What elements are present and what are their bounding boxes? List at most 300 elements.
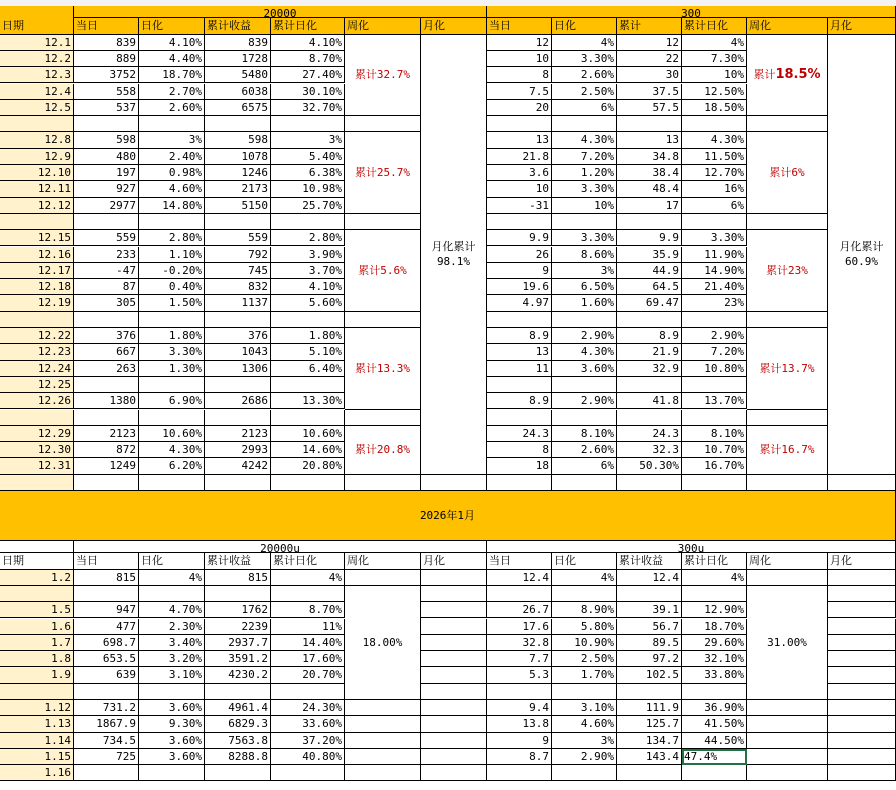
data-cell[interactable]: 6575 xyxy=(205,100,271,116)
date-cell[interactable]: 12.29 xyxy=(0,426,74,442)
cell[interactable] xyxy=(421,684,487,700)
data-cell[interactable] xyxy=(617,214,682,230)
weekly-cum-a[interactable]: 18.00% xyxy=(345,586,421,700)
data-cell[interactable] xyxy=(205,475,271,491)
data-cell[interactable] xyxy=(552,684,617,700)
data-cell[interactable] xyxy=(617,377,682,393)
weekly-header-b[interactable]: 周化 xyxy=(747,18,828,34)
data-cell[interactable]: -31 xyxy=(487,198,552,214)
cell[interactable] xyxy=(421,749,487,765)
date-cell[interactable]: 12.23 xyxy=(0,344,74,360)
date-cell[interactable]: 12.17 xyxy=(0,263,74,279)
data-cell[interactable]: 559 xyxy=(205,230,271,246)
data-cell[interactable]: 30 xyxy=(617,67,682,83)
data-cell[interactable]: 6% xyxy=(682,198,747,214)
data-cell[interactable]: 18 xyxy=(487,458,552,474)
data-cell[interactable]: 40.80% xyxy=(271,749,345,765)
data-cell[interactable]: 5.10% xyxy=(271,344,345,360)
data-cell[interactable] xyxy=(74,765,139,781)
data-cell[interactable] xyxy=(617,684,682,700)
data-cell[interactable]: 33.60% xyxy=(271,716,345,732)
date-cell[interactable] xyxy=(0,410,74,426)
data-cell[interactable]: 34.8 xyxy=(617,149,682,165)
date-cell[interactable]: 1.5 xyxy=(0,602,74,618)
date-cell[interactable]: 12.16 xyxy=(0,247,74,263)
cell[interactable] xyxy=(345,475,421,491)
data-cell[interactable]: 6.20% xyxy=(139,458,205,474)
date-cell[interactable]: 1.14 xyxy=(0,733,74,749)
cum-daily-header-a[interactable]: 累计日化 xyxy=(271,553,345,569)
data-cell[interactable]: 376 xyxy=(74,328,139,344)
data-cell[interactable]: 3% xyxy=(139,132,205,148)
data-cell[interactable]: 1762 xyxy=(205,602,271,618)
date-cell[interactable]: 1.6 xyxy=(0,619,74,635)
data-cell[interactable]: 1.10% xyxy=(139,247,205,263)
data-cell[interactable] xyxy=(205,765,271,781)
data-cell[interactable] xyxy=(139,410,205,426)
cell[interactable] xyxy=(747,765,828,781)
data-cell[interactable]: 3.60% xyxy=(139,749,205,765)
data-cell[interactable]: 9.9 xyxy=(617,230,682,246)
cum-daily-header-b[interactable]: 累计日化 xyxy=(682,18,747,34)
data-cell[interactable]: 4% xyxy=(682,570,747,586)
cell[interactable] xyxy=(747,410,828,426)
data-cell[interactable]: 2937.7 xyxy=(205,635,271,651)
data-cell[interactable] xyxy=(487,377,552,393)
data-cell[interactable] xyxy=(617,116,682,132)
weekly-cum-b[interactable]: 31.00% xyxy=(747,586,828,700)
data-cell[interactable] xyxy=(74,410,139,426)
data-cell[interactable]: 3.40% xyxy=(139,635,205,651)
data-cell[interactable]: 87 xyxy=(74,279,139,295)
data-cell[interactable]: 8.10% xyxy=(552,426,617,442)
data-cell[interactable]: 1.30% xyxy=(139,361,205,377)
data-cell[interactable]: 5.3 xyxy=(487,667,552,683)
data-cell[interactable]: 3.90% xyxy=(271,247,345,263)
cell[interactable] xyxy=(828,765,896,781)
data-cell[interactable]: 8 xyxy=(487,67,552,83)
data-cell[interactable]: 537 xyxy=(74,100,139,116)
date-cell[interactable]: 12.25 xyxy=(0,377,74,393)
weekly-header-a[interactable]: 周化 xyxy=(345,18,421,34)
data-cell[interactable]: 4.10% xyxy=(271,279,345,295)
daily-header-a[interactable]: 日化 xyxy=(139,18,205,34)
capital-b-header[interactable]: 300u xyxy=(487,541,896,553)
date-cell[interactable]: 1.9 xyxy=(0,667,74,683)
data-cell[interactable]: 653.5 xyxy=(74,651,139,667)
cell[interactable] xyxy=(345,765,421,781)
cell[interactable] xyxy=(828,749,896,765)
data-cell[interactable]: 4.40% xyxy=(139,51,205,67)
data-cell[interactable]: 32.8 xyxy=(487,635,552,651)
data-cell[interactable]: 24.3 xyxy=(617,426,682,442)
data-cell[interactable]: 0.98% xyxy=(139,165,205,181)
data-cell[interactable]: 815 xyxy=(74,570,139,586)
data-cell[interactable] xyxy=(682,312,747,328)
data-cell[interactable] xyxy=(617,475,682,491)
data-cell[interactable]: 667 xyxy=(74,344,139,360)
data-cell[interactable]: 37.20% xyxy=(271,733,345,749)
data-cell[interactable]: 37.5 xyxy=(617,84,682,100)
data-cell[interactable]: 3.30% xyxy=(139,344,205,360)
cell[interactable] xyxy=(421,733,487,749)
data-cell[interactable]: 12.4 xyxy=(487,570,552,586)
data-cell[interactable]: 10% xyxy=(552,198,617,214)
data-cell[interactable]: 13 xyxy=(487,344,552,360)
data-cell[interactable] xyxy=(205,586,271,602)
data-cell[interactable]: 1.60% xyxy=(552,295,617,311)
data-cell[interactable]: 6.90% xyxy=(139,393,205,409)
data-cell[interactable]: 6.50% xyxy=(552,279,617,295)
cum-profit-header-b[interactable]: 累计收益 xyxy=(617,553,682,569)
data-cell[interactable]: 3.60% xyxy=(552,361,617,377)
data-cell[interactable]: 12.50% xyxy=(682,84,747,100)
data-cell[interactable]: -0.20% xyxy=(139,263,205,279)
weekly-cum-a[interactable]: 累计25.7% xyxy=(345,132,421,214)
cell[interactable] xyxy=(421,586,487,602)
data-cell[interactable]: 2977 xyxy=(74,198,139,214)
today-header-a[interactable]: 当日 xyxy=(74,553,139,569)
data-cell[interactable]: 11 xyxy=(487,361,552,377)
data-cell[interactable] xyxy=(487,410,552,426)
data-cell[interactable] xyxy=(74,214,139,230)
data-cell[interactable] xyxy=(205,116,271,132)
data-cell[interactable] xyxy=(139,312,205,328)
data-cell[interactable]: 44.9 xyxy=(617,263,682,279)
data-cell[interactable] xyxy=(487,684,552,700)
data-cell[interactable]: 1306 xyxy=(205,361,271,377)
cell[interactable] xyxy=(828,619,896,635)
data-cell[interactable]: 233 xyxy=(74,247,139,263)
data-cell[interactable] xyxy=(139,475,205,491)
data-cell[interactable]: 8.70% xyxy=(271,602,345,618)
data-cell[interactable]: 14.60% xyxy=(271,442,345,458)
data-cell[interactable] xyxy=(487,312,552,328)
data-cell[interactable]: 3.70% xyxy=(271,263,345,279)
data-cell[interactable]: 21.9 xyxy=(617,344,682,360)
cell[interactable] xyxy=(421,716,487,732)
data-cell[interactable]: 3% xyxy=(271,132,345,148)
data-cell[interactable]: 35.9 xyxy=(617,247,682,263)
data-cell[interactable]: 14.80% xyxy=(139,198,205,214)
data-cell[interactable]: 2.90% xyxy=(682,328,747,344)
data-cell[interactable] xyxy=(74,312,139,328)
cell[interactable] xyxy=(345,570,421,586)
cell[interactable] xyxy=(421,619,487,635)
data-cell[interactable]: 5.40% xyxy=(271,149,345,165)
weekly-header-a[interactable]: 周化 xyxy=(345,553,421,569)
data-cell[interactable] xyxy=(487,586,552,602)
data-cell[interactable]: 2.60% xyxy=(552,442,617,458)
monthly-header-b[interactable]: 月化 xyxy=(828,18,896,34)
data-cell[interactable]: 12.4 xyxy=(617,570,682,586)
date-cell[interactable]: 12.24 xyxy=(0,361,74,377)
data-cell[interactable]: 8.60% xyxy=(552,247,617,263)
cell[interactable] xyxy=(345,700,421,716)
data-cell[interactable]: 6038 xyxy=(205,84,271,100)
data-cell[interactable]: 25.70% xyxy=(271,198,345,214)
capital-b-header[interactable]: 300 xyxy=(487,6,896,18)
data-cell[interactable]: 263 xyxy=(74,361,139,377)
data-cell[interactable]: 2.50% xyxy=(552,84,617,100)
data-cell[interactable]: 22 xyxy=(617,51,682,67)
data-cell[interactable]: 6% xyxy=(552,100,617,116)
data-cell[interactable]: 5.60% xyxy=(271,295,345,311)
data-cell[interactable]: 5.80% xyxy=(552,619,617,635)
data-cell[interactable]: 2.80% xyxy=(271,230,345,246)
data-cell[interactable] xyxy=(682,586,747,602)
data-cell[interactable] xyxy=(617,410,682,426)
data-cell[interactable]: 4.60% xyxy=(139,181,205,197)
data-cell[interactable]: 2.70% xyxy=(139,84,205,100)
date-cell[interactable]: 12.3 xyxy=(0,67,74,83)
data-cell[interactable]: 10.60% xyxy=(271,426,345,442)
data-cell[interactable]: 8.9 xyxy=(487,328,552,344)
data-cell[interactable]: 2.40% xyxy=(139,149,205,165)
date-cell[interactable] xyxy=(0,214,74,230)
data-cell[interactable]: 41.8 xyxy=(617,393,682,409)
data-cell[interactable]: 4.10% xyxy=(139,35,205,51)
data-cell[interactable]: 7563.8 xyxy=(205,733,271,749)
data-cell[interactable]: 26.7 xyxy=(487,602,552,618)
data-cell[interactable] xyxy=(552,765,617,781)
data-cell[interactable] xyxy=(271,475,345,491)
data-cell[interactable]: 6829.3 xyxy=(205,716,271,732)
data-cell[interactable]: 4.30% xyxy=(552,132,617,148)
date-cell[interactable]: 12.19 xyxy=(0,295,74,311)
data-cell[interactable]: 125.7 xyxy=(617,716,682,732)
data-cell[interactable]: 6% xyxy=(552,458,617,474)
data-cell[interactable]: 889 xyxy=(74,51,139,67)
monthly-cum-b[interactable]: 月化累计 60.9% xyxy=(828,35,896,475)
data-cell[interactable]: 480 xyxy=(74,149,139,165)
cell[interactable] xyxy=(747,749,828,765)
data-cell[interactable]: 5480 xyxy=(205,67,271,83)
weekly-cum-a[interactable]: 累计5.6% xyxy=(345,230,421,312)
data-cell[interactable]: 38.4 xyxy=(617,165,682,181)
data-cell[interactable]: 3.10% xyxy=(552,700,617,716)
cell[interactable] xyxy=(828,684,896,700)
monthly-header-b[interactable]: 月化 xyxy=(828,553,896,569)
cell[interactable] xyxy=(421,667,487,683)
data-cell[interactable]: 16% xyxy=(682,181,747,197)
cell[interactable] xyxy=(747,116,828,132)
data-cell[interactable]: 1.70% xyxy=(552,667,617,683)
data-cell[interactable]: 17.6 xyxy=(487,619,552,635)
data-cell[interactable]: 10 xyxy=(487,181,552,197)
cell[interactable] xyxy=(747,570,828,586)
weekly-cum-a[interactable]: 累计13.3% xyxy=(345,328,421,410)
data-cell[interactable]: 1249 xyxy=(74,458,139,474)
data-cell[interactable]: 477 xyxy=(74,619,139,635)
data-cell[interactable] xyxy=(552,214,617,230)
data-cell[interactable] xyxy=(139,684,205,700)
date-cell[interactable]: 12.12 xyxy=(0,198,74,214)
daily-header-b[interactable]: 日化 xyxy=(552,18,617,34)
cell[interactable] xyxy=(828,602,896,618)
cell[interactable] xyxy=(747,716,828,732)
data-cell[interactable]: 24.3 xyxy=(487,426,552,442)
date-cell[interactable]: 1.12 xyxy=(0,700,74,716)
data-cell[interactable]: 832 xyxy=(205,279,271,295)
cell[interactable] xyxy=(828,586,896,602)
data-cell[interactable]: 839 xyxy=(205,35,271,51)
data-cell[interactable]: 30.10% xyxy=(271,84,345,100)
weekly-cum-b[interactable] xyxy=(747,35,828,117)
data-cell[interactable]: 4.30% xyxy=(682,132,747,148)
data-cell[interactable]: 11.90% xyxy=(682,247,747,263)
data-cell[interactable]: 102.5 xyxy=(617,667,682,683)
date-cell[interactable] xyxy=(0,475,74,491)
data-cell[interactable]: 27.40% xyxy=(271,67,345,83)
data-cell[interactable]: 305 xyxy=(74,295,139,311)
data-cell[interactable]: 1137 xyxy=(205,295,271,311)
data-cell[interactable]: 5150 xyxy=(205,198,271,214)
data-cell[interactable] xyxy=(552,475,617,491)
data-cell[interactable]: 1078 xyxy=(205,149,271,165)
data-cell[interactable]: 19.6 xyxy=(487,279,552,295)
data-cell[interactable] xyxy=(682,765,747,781)
data-cell[interactable]: 4% xyxy=(139,570,205,586)
data-cell[interactable] xyxy=(682,475,747,491)
date-cell[interactable]: 12.11 xyxy=(0,181,74,197)
cum-daily-header-b[interactable]: 累计日化 xyxy=(682,553,747,569)
data-cell[interactable] xyxy=(682,116,747,132)
data-cell[interactable]: 1.80% xyxy=(271,328,345,344)
data-cell[interactable]: 3.20% xyxy=(139,651,205,667)
data-cell[interactable]: 3.30% xyxy=(682,230,747,246)
cell[interactable] xyxy=(747,700,828,716)
data-cell[interactable]: 6.38% xyxy=(271,165,345,181)
data-cell[interactable]: 57.5 xyxy=(617,100,682,116)
data-cell[interactable]: 36.90% xyxy=(682,700,747,716)
weekly-cum-b[interactable]: 累计6% xyxy=(747,132,828,214)
cell[interactable] xyxy=(747,312,828,328)
data-cell[interactable]: 559 xyxy=(74,230,139,246)
date-cell[interactable] xyxy=(0,684,74,700)
data-cell[interactable]: 639 xyxy=(74,667,139,683)
data-cell[interactable]: 14.90% xyxy=(682,263,747,279)
data-cell[interactable] xyxy=(271,410,345,426)
data-cell[interactable]: 4.30% xyxy=(552,344,617,360)
data-cell[interactable]: 2.30% xyxy=(139,619,205,635)
data-cell[interactable]: 23% xyxy=(682,295,747,311)
data-cell[interactable] xyxy=(74,586,139,602)
data-cell[interactable]: 10% xyxy=(682,67,747,83)
data-cell[interactable]: 12 xyxy=(487,35,552,51)
data-cell[interactable] xyxy=(682,410,747,426)
data-cell[interactable] xyxy=(617,765,682,781)
date-cell[interactable]: 12.2 xyxy=(0,51,74,67)
today-header-b[interactable]: 当日 xyxy=(487,18,552,34)
monthly-cum-a[interactable]: 月化累计 98.1% xyxy=(421,35,487,475)
data-cell[interactable]: 7.20% xyxy=(682,344,747,360)
data-cell[interactable] xyxy=(271,214,345,230)
cell[interactable] xyxy=(747,733,828,749)
date-cell[interactable]: 12.1 xyxy=(0,35,74,51)
weekly-cum-b[interactable]: 累计16.7% xyxy=(747,426,828,475)
data-cell[interactable] xyxy=(552,312,617,328)
data-cell[interactable] xyxy=(487,475,552,491)
cum-profit-header-a[interactable]: 累计收益 xyxy=(205,18,271,34)
data-cell[interactable]: 3591.2 xyxy=(205,651,271,667)
data-cell[interactable]: 17.60% xyxy=(271,651,345,667)
data-cell[interactable]: 839 xyxy=(74,35,139,51)
date-cell[interactable]: 12.31 xyxy=(0,458,74,474)
data-cell[interactable]: 20.70% xyxy=(271,667,345,683)
data-cell[interactable]: 3.10% xyxy=(139,667,205,683)
data-cell[interactable] xyxy=(552,410,617,426)
data-cell[interactable] xyxy=(74,475,139,491)
data-cell[interactable]: 4961.4 xyxy=(205,700,271,716)
date-cell[interactable]: 12.18 xyxy=(0,279,74,295)
cell[interactable] xyxy=(828,733,896,749)
data-cell[interactable]: 8288.8 xyxy=(205,749,271,765)
data-cell[interactable]: 97.2 xyxy=(617,651,682,667)
cell[interactable] xyxy=(421,635,487,651)
data-cell[interactable]: 1380 xyxy=(74,393,139,409)
data-cell[interactable]: 10.70% xyxy=(682,442,747,458)
daily-header-b[interactable]: 日化 xyxy=(552,553,617,569)
data-cell[interactable]: 10.90% xyxy=(552,635,617,651)
cell[interactable] xyxy=(345,716,421,732)
data-cell[interactable]: 3752 xyxy=(74,67,139,83)
data-cell[interactable]: 56.7 xyxy=(617,619,682,635)
data-cell[interactable]: 9.30% xyxy=(139,716,205,732)
weekly-header-b[interactable]: 周化 xyxy=(747,553,828,569)
cell[interactable] xyxy=(828,700,896,716)
data-cell[interactable] xyxy=(74,116,139,132)
data-cell[interactable]: 20.80% xyxy=(271,458,345,474)
data-cell[interactable] xyxy=(139,116,205,132)
data-cell[interactable]: 50.30% xyxy=(617,458,682,474)
data-cell[interactable] xyxy=(487,116,552,132)
date-cell[interactable]: 12.10 xyxy=(0,165,74,181)
weekly-cum-a[interactable]: 累计20.8% xyxy=(345,426,421,475)
data-cell[interactable]: 2.90% xyxy=(552,393,617,409)
data-cell[interactable]: 32.70% xyxy=(271,100,345,116)
cell[interactable] xyxy=(828,475,896,491)
data-cell[interactable] xyxy=(205,684,271,700)
cell[interactable] xyxy=(345,214,421,230)
cell[interactable] xyxy=(421,765,487,781)
data-cell[interactable]: 598 xyxy=(205,132,271,148)
data-cell[interactable]: 558 xyxy=(74,84,139,100)
data-cell[interactable] xyxy=(271,312,345,328)
data-cell[interactable]: 32.9 xyxy=(617,361,682,377)
data-cell[interactable]: 12 xyxy=(617,35,682,51)
data-cell[interactable]: 44.50% xyxy=(682,733,747,749)
cell[interactable] xyxy=(828,635,896,651)
data-cell[interactable]: 1728 xyxy=(205,51,271,67)
cell[interactable] xyxy=(828,667,896,683)
data-cell[interactable]: 2.50% xyxy=(552,651,617,667)
date-cell[interactable]: 1.2 xyxy=(0,570,74,586)
data-cell[interactable]: 2123 xyxy=(205,426,271,442)
data-cell[interactable]: 4% xyxy=(682,35,747,51)
data-cell[interactable]: 0.40% xyxy=(139,279,205,295)
date-header[interactable]: 日期 xyxy=(0,18,74,34)
cell[interactable] xyxy=(345,749,421,765)
data-cell[interactable]: 13.70% xyxy=(682,393,747,409)
data-cell[interactable]: 3.6 xyxy=(487,165,552,181)
data-cell[interactable]: 698.7 xyxy=(74,635,139,651)
cell[interactable] xyxy=(828,716,896,732)
data-cell[interactable] xyxy=(74,377,139,393)
weekly-cum-b[interactable]: 累计23% xyxy=(747,230,828,312)
data-cell[interactable]: 792 xyxy=(205,247,271,263)
data-cell[interactable]: 21.40% xyxy=(682,279,747,295)
